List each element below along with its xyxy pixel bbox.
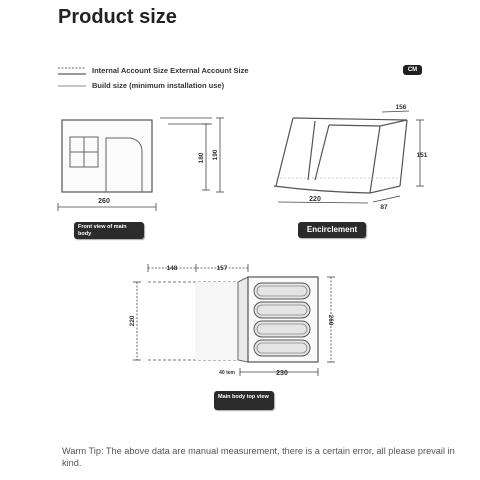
top-view-right-height-value: 260 — [327, 314, 334, 326]
front-width-value: 260 — [98, 198, 110, 205]
encirclement-depth-value: 87 — [380, 204, 388, 211]
top-view-bottom-value: 230 — [276, 370, 288, 377]
top-view-w1-value: 148 — [166, 265, 178, 272]
unit-badge: CM — [403, 65, 422, 75]
top-view-small-value: 40 tem — [219, 370, 235, 376]
encirclement-label: Encirclement — [298, 222, 366, 238]
legend-build-size: Build size (minimum installation use) — [92, 81, 225, 90]
legend-internal-external: Internal Account Size External Account Size — [92, 66, 249, 75]
encirclement-length-value: 220 — [309, 196, 321, 203]
warm-tip: Warm Tip: The above data are manual measurement, there is a certain error, all please prevail in kind. — [62, 446, 455, 468]
top-view-left-height-value: 220 — [129, 315, 136, 327]
top-view-label: Main body top view — [214, 391, 274, 410]
front-height-inner-value: 180 — [198, 152, 205, 164]
page-title: Product size — [58, 6, 177, 28]
front-height-outer-value: 190 — [212, 149, 219, 161]
encirclement-height-value: 151 — [416, 152, 428, 159]
encirclement-top-value: 156 — [395, 104, 407, 111]
front-view-label: Front view of main body — [74, 222, 144, 239]
top-view-w2-value: 157 — [216, 265, 228, 272]
